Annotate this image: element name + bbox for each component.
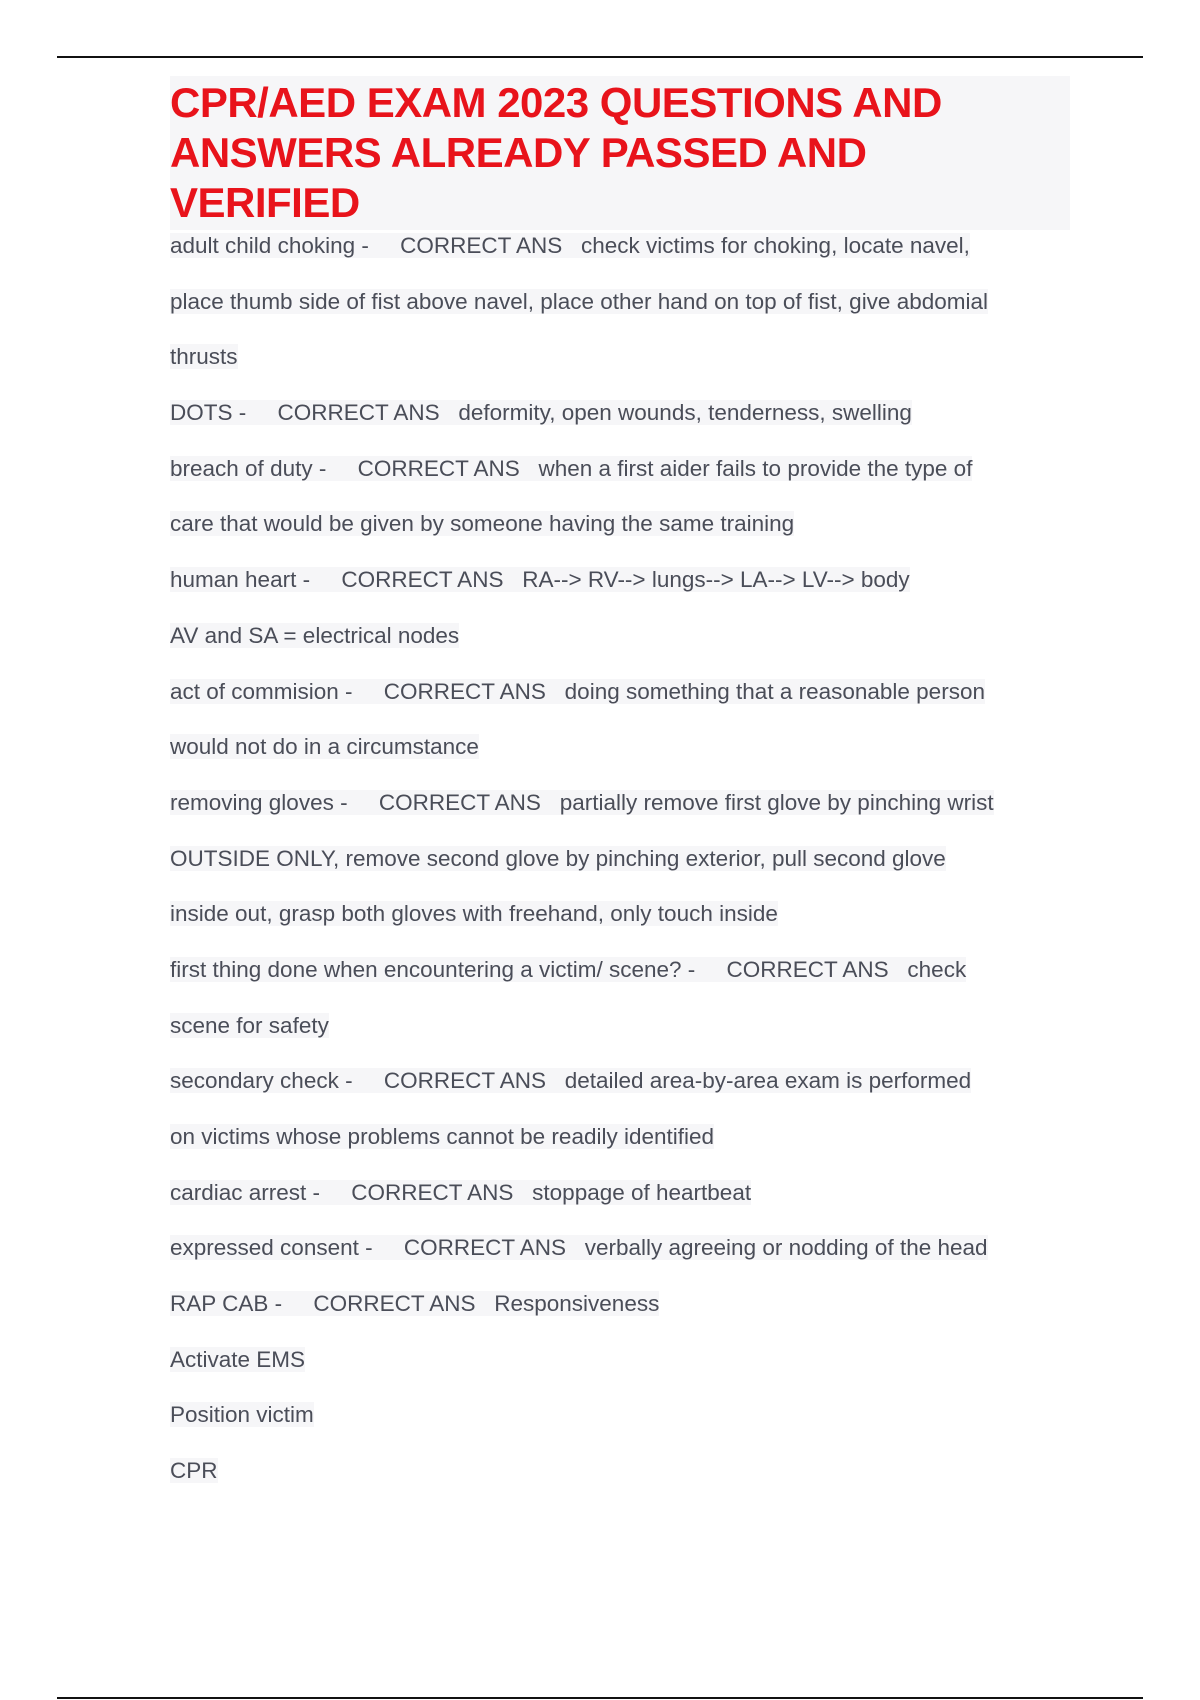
text-line: expressed consent - CORRECT ANS verbally agreeing or nodding of the head	[170, 1235, 988, 1261]
text-line: act of commision - CORRECT ANS doing something that a reasonable person	[170, 678, 985, 704]
text-line: adult child choking - CORRECT ANS check victims for choking, locate navel,	[170, 233, 970, 258]
text-line: Activate EMS	[170, 1346, 306, 1372]
text-line: AV and SA = electrical nodes	[170, 622, 460, 648]
page-content	[170, 76, 1070, 1513]
bottom-rule	[57, 1697, 1143, 1699]
text-line: secondary check - CORRECT ANS detailed area-by-area exam is performed	[170, 1068, 972, 1094]
text-line: human heart - CORRECT ANS RA--> RV--> lungs--> LA--> LV--> body	[170, 567, 910, 593]
text-line: inside out, grasp both gloves with freehand, only touch inside	[170, 901, 778, 927]
qa-lines	[170, 232, 1070, 1513]
top-rule	[57, 56, 1143, 58]
text-line: Position victim	[170, 1402, 314, 1428]
text-line: OUTSIDE ONLY, remove second glove by pinching exterior, pull second glove	[170, 845, 946, 871]
text-line: on victims whose problems cannot be readily identified	[170, 1124, 715, 1149]
text-line: DOTS - CORRECT ANS deformity, open wounds, tenderness, swelling	[170, 400, 912, 426]
text-line: breach of duty - CORRECT ANS when a first aider fails to provide the type of	[170, 455, 973, 481]
text-line: scene for safety	[170, 1012, 329, 1038]
text-line: removing gloves - CORRECT ANS partially remove first glove by pinching wrist	[170, 789, 994, 815]
text-line: place thumb side of fist above navel, place other hand on top of fist, give abdomial	[170, 288, 989, 314]
text-line: RAP CAB - CORRECT ANS Responsiveness	[170, 1291, 660, 1317]
text-line: cardiac arrest - CORRECT ANS stoppage of heartbeat	[170, 1179, 752, 1205]
text-line: CPR	[170, 1458, 218, 1484]
document-title: CPR/AED EXAM 2023 QUESTIONS AND ANSWERS ALREADY PASSED AND VERIFIED	[170, 76, 1070, 230]
text-line: care that would be given by someone having the same training	[170, 511, 795, 537]
text-line: first thing done when encountering a victim/ scene? - CORRECT ANS check	[170, 956, 967, 982]
text-line: thrusts	[170, 344, 238, 370]
text-line: would not do in a circumstance	[170, 734, 479, 760]
